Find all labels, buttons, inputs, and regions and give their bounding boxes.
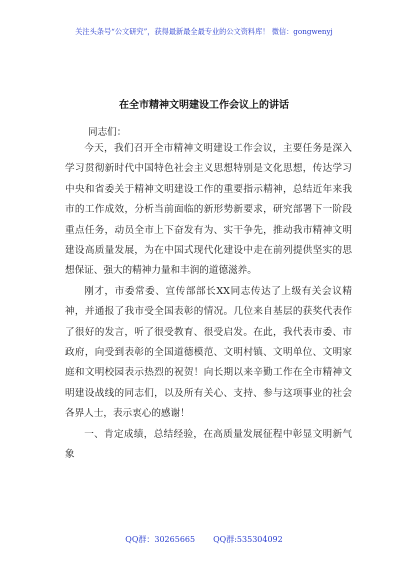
document-body	[65, 139, 352, 466]
footer-contact	[0, 534, 408, 545]
paragraph-intro: 今天，我们召开全市精神文明建设工作会议，主要任务是深入学习贯彻新时代中国特色社会主义思想特别是文化思想，传达学习中央和省委关于精神文明建设工作的重要指示精神，总结近年来我市的工作成效，分析当前面临的新形势新要求，研究部署下一阶段重点任务，动员全市上下奋发有为、实干争先，推动我市精神文明建设高质量发展，为在中国式现代化建设中走在前列提供坚实的思想保证、强大的精神力量和丰润的道德滋养。	[65, 143, 352, 277]
document-title: 在全市精神文明建设工作会议上的讲话	[119, 100, 289, 111]
paragraph-thanks: 刚才，市委常委、宣传部部长XX同志传达了上级有关会议精神，并通报了我市受全国表彰的情况。几位来自基层的获奖代表作了很好的发言，听了很受教育、很受启发。在此，我代表市委、市政府，向受到表彰的全国道德模范、文明村镇、文明单位、文明家庭和文明校园表示热烈的祝贺！向长期以来辛勤工作在全市精神文明建设战线的同志们，以及所有关心、支持、参与这项事业的社会各界人士，表示衷心的感谢！	[65, 285, 352, 420]
salutation: 同志们：	[88, 127, 127, 138]
footer-qq-group-1: QQ群：30265665	[125, 535, 196, 544]
footer-qq-group-2: QQ群:535304092	[213, 535, 283, 544]
section-heading-1: 一、肯定成绩，总结经验，在高质量发展征程中彰显文明新气象	[65, 428, 352, 461]
header-banner: 关注头条号“公文研究”，获得最新最全最专业的公文资料库！ 微信：gongwenyj	[75, 27, 333, 36]
